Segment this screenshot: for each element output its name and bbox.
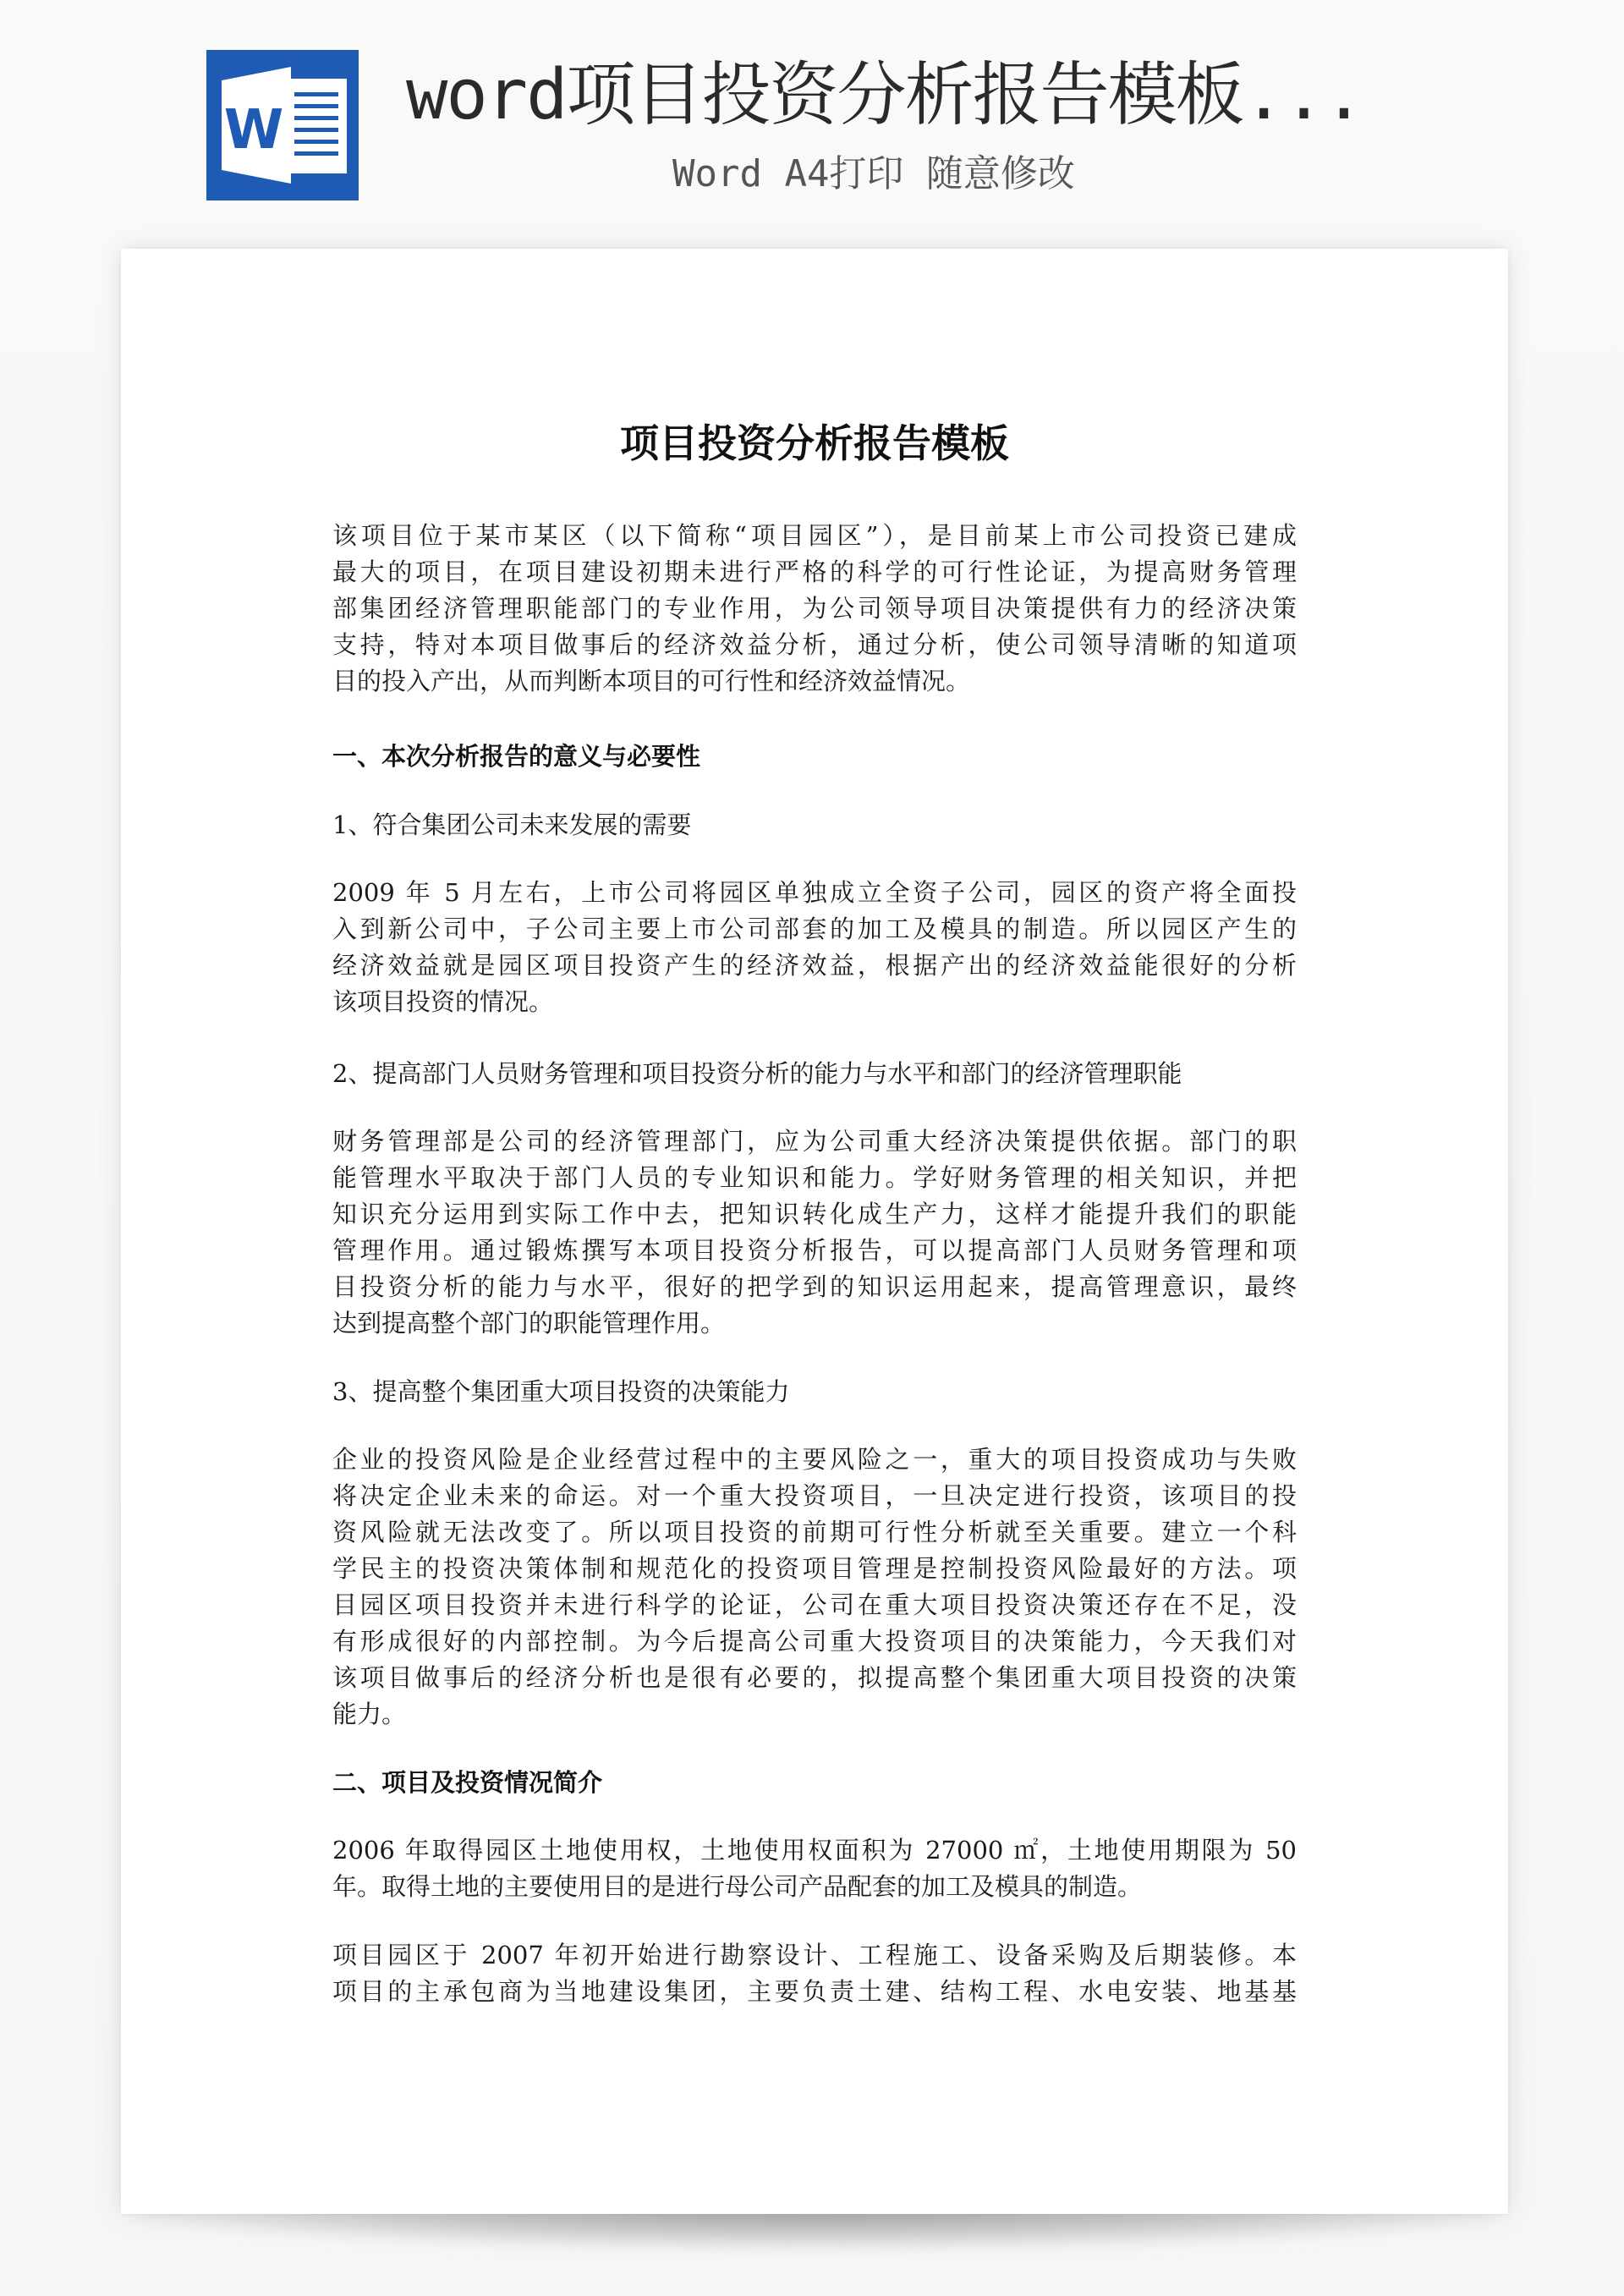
- preview-header: [0, 0, 1624, 237]
- document-subtitle: Word A4打印 随意修改: [672, 152, 1075, 195]
- document-page: [121, 249, 1508, 2214]
- paragraph-line: 入到新公司中，子公司主要上市公司部套的加工及模具的制造。所以园区产生的: [332, 915, 1297, 943]
- word-icon-letter: W: [223, 99, 284, 162]
- item-3-paragraph: [332, 1442, 1297, 1733]
- paragraph-line: 将决定企业未来的命运。对一个重大投资项目，一旦决定进行投资，该项目的投: [332, 1481, 1297, 1510]
- item-1-paragraph: [332, 875, 1297, 1020]
- paragraph-line: 年。取得土地的主要使用目的是进行母公司产品配套的加工及模具的制造。: [332, 1872, 1143, 1901]
- section-1-title: 一、本次分析报告的意义与必要性: [332, 742, 701, 771]
- paragraph-line: 项目的主承包商为当地建设集团，主要负责土建、结构工程、水电安装、地基基: [332, 1977, 1297, 2006]
- paragraph-line: 部集团经济管理职能部门的专业作用，为公司领导项目决策提供有力的经济决策: [332, 594, 1297, 623]
- paragraph-line: 该项目位于某市某区（以下简称“项目园区”），是目前某上市公司投资已建成: [332, 521, 1297, 550]
- paragraph-line: 目园区项目投资并未进行科学的论证，公司在重大项目投资决策还存在不足，没: [332, 1590, 1297, 1619]
- intro-paragraph: [332, 518, 1297, 700]
- section-2-paragraph-1: [332, 1832, 1297, 1905]
- paragraph-line: 目投资分析的能力与水平，很好的把学到的知识运用起来，提高管理意识，最终: [332, 1272, 1297, 1301]
- paragraph-line: 支持，特对本项目做事后的经济效益分析，通过分析，使公司领导清晰的知道项: [332, 630, 1297, 659]
- paragraph-line: 项目园区于 2007 年初开始进行勘察设计、工程施工、设备采购及后期装修。本: [332, 1941, 1297, 1969]
- paragraph-line: 有形成很好的内部控制。为今后提高公司重大投资项目的决策能力，今天我们对: [332, 1627, 1297, 1656]
- paragraph-line: 该项目做事后的经济分析也是很有必要的，拟提高整个集团重大项目投资的决策: [332, 1663, 1297, 1692]
- word-document-icon: [206, 50, 359, 200]
- paragraph-line: 经济效益就是园区项目投资产生的经济效益，根据产出的经济效益能很好的分析: [332, 951, 1297, 980]
- paragraph-line: 企业的投资风险是企业经营过程中的主要风险之一，重大的项目投资成功与失败: [332, 1445, 1297, 1474]
- paragraph-line: 财务管理部是公司的经济管理部门，应为公司重大经济决策提供依据。部门的职: [332, 1127, 1297, 1156]
- paragraph-line: 管理作用。通过锻炼撰写本项目投资分析报告，可以提高部门人员财务管理和项: [332, 1236, 1297, 1265]
- document-title: word项目投资分析报告模板...: [406, 55, 1363, 135]
- item-1-title: 1、符合集团公司未来发展的需要: [332, 810, 692, 839]
- paragraph-line: 能管理水平取决于部门人员的专业知识和能力。学好财务管理的相关知识，并把: [332, 1163, 1297, 1192]
- item-3-title: 3、提高整个集团重大项目投资的决策能力: [332, 1377, 790, 1406]
- section-2-paragraph-2: [332, 1937, 1297, 2010]
- paragraph-line: 2006 年取得园区土地使用权，土地使用权面积为 27000 ㎡，土地使用期限为 50: [332, 1836, 1297, 1865]
- section-2-title: 二、项目及投资情况简介: [332, 1768, 603, 1797]
- paragraph-line: 目的投入产出，从而判断本项目的可行性和经济效益情况。: [332, 667, 971, 695]
- paragraph-line: 学民主的投资决策体制和规范化的投资项目管理是控制投资风险最好的方法。项: [332, 1554, 1297, 1583]
- paragraph-line: 能力。: [332, 1700, 407, 1728]
- paragraph-line: 知识充分运用到实际工作中去，把知识转化成生产力，这样才能提升我们的职能: [332, 1200, 1297, 1228]
- paragraph-line: 资风险就无法改变了。所以项目投资的前期可行性分析就至关重要。建立一个科: [332, 1518, 1297, 1546]
- paragraph-line: 2009 年 5 月左右，上市公司将园区单独成立全资子公司，园区的资产将全面投: [332, 878, 1297, 907]
- page-heading: 项目投资分析报告模板: [620, 420, 1009, 466]
- page-shadow: [140, 2208, 1493, 2250]
- paragraph-line: 该项目投资的情况。: [332, 987, 554, 1016]
- item-2-title: 2、提高部门人员财务管理和项目投资分析的能力与水平和部门的经济管理职能: [332, 1059, 1182, 1088]
- paragraph-line: 达到提高整个部门的职能管理作用。: [332, 1309, 726, 1338]
- item-2-paragraph: [332, 1123, 1297, 1342]
- paragraph-line: 最大的项目，在项目建设初期未进行严格的科学的可行性论证，为提高财务管理: [332, 558, 1297, 586]
